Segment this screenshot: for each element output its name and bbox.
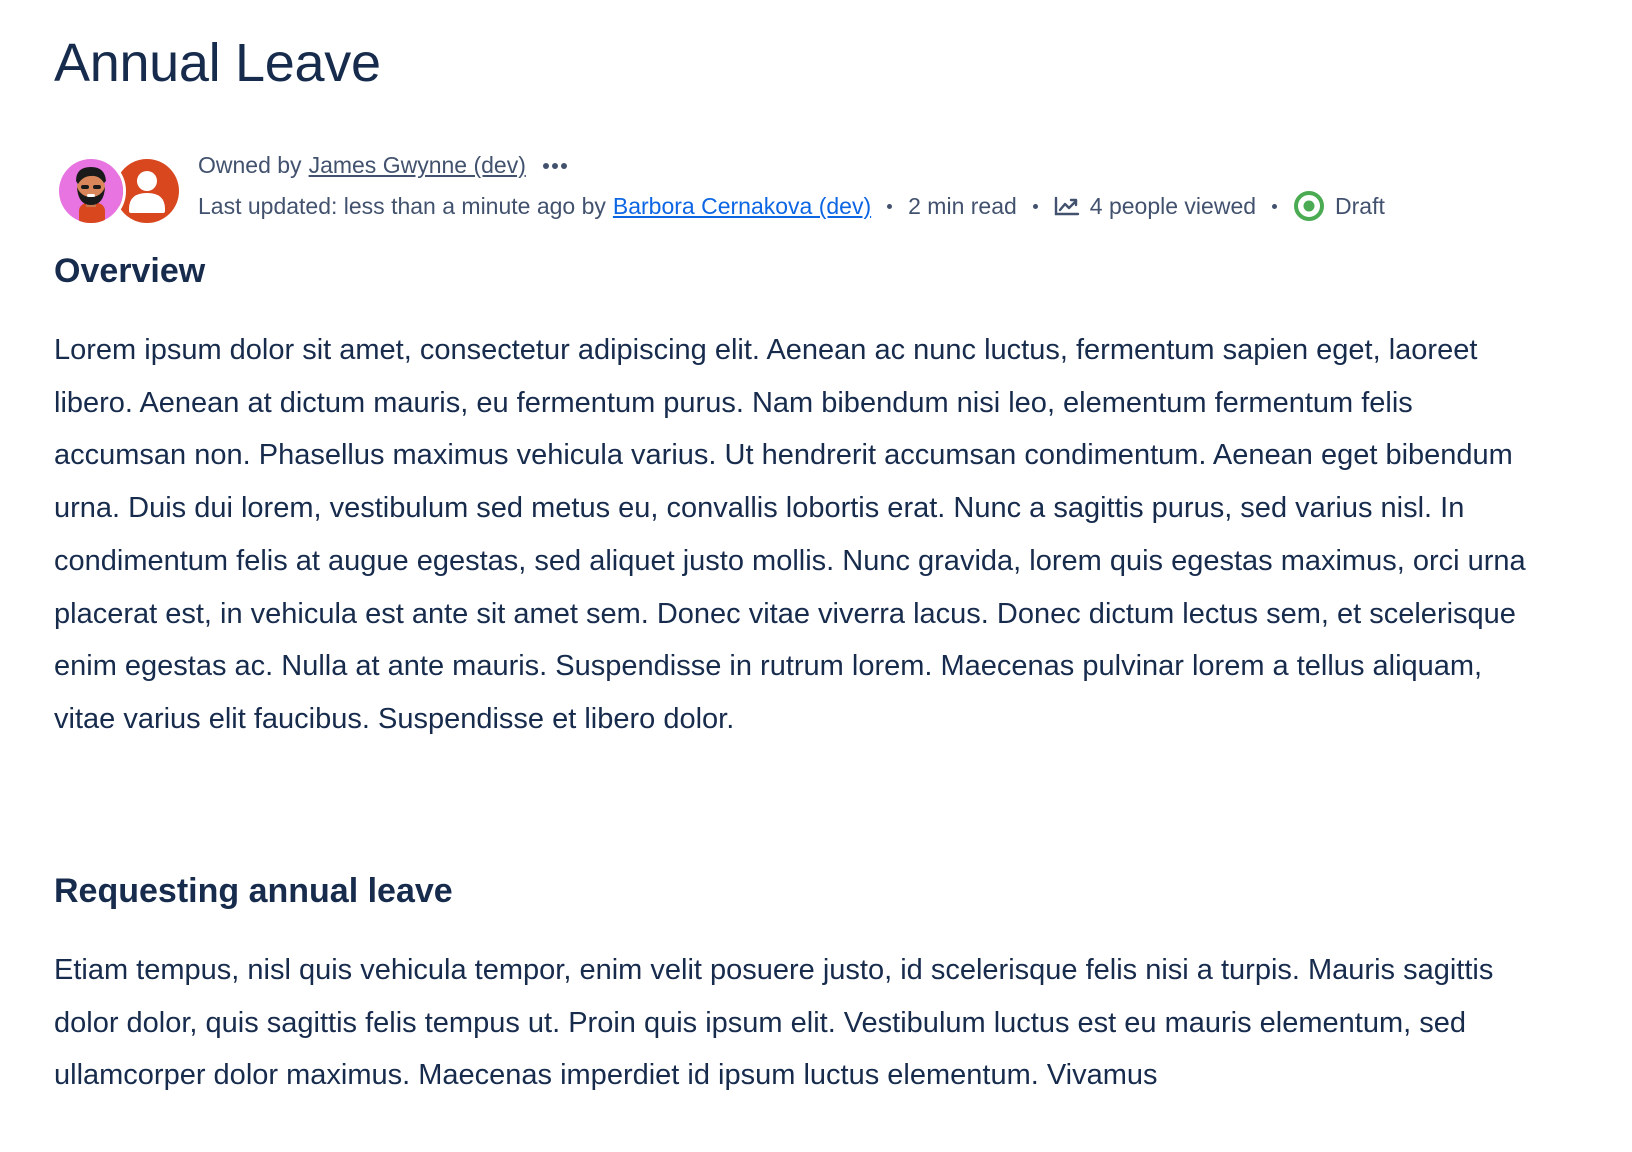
owner-avatar[interactable] <box>56 156 126 226</box>
separator-dot <box>887 204 892 209</box>
avatar-illustration-icon <box>59 159 123 223</box>
section-body-requesting-annual-leave: Etiam tempus, nisl quis vehicula tempor, enim velit posuere justo, id scelerisque felis nisi a turpis. Mauris sagittis dolor dolor, quis sagittis felis tempus ut. Proin quis ipsum elit. Vestibulum luctus est eu mauris elementum, sed ullamcorper dolor maximus. Maecenas imperdiet id ipsum luctus elementum. Vivamus <box>54 954 1494 1092</box>
contributor-avatars[interactable] <box>56 156 186 226</box>
last-updated-line <box>198 190 1385 222</box>
draft-status-icon <box>1293 190 1325 222</box>
page-title: Annual Leave <box>54 33 381 93</box>
viewers-count[interactable]: 4 people viewed <box>1089 192 1257 219</box>
section-heading-requesting-annual-leave: Requesting annual leave <box>54 872 453 910</box>
separator-dot <box>1033 204 1038 209</box>
line-chart-icon[interactable] <box>1054 196 1080 216</box>
read-time: 2 min read <box>908 192 1017 219</box>
section-heading-overview: Overview <box>54 252 206 290</box>
owner-link[interactable]: James Gwynne (dev) <box>308 152 526 178</box>
updated-by-link[interactable]: Barbora Cernakova (dev) <box>612 192 872 219</box>
status-label[interactable]: Draft <box>1335 192 1385 219</box>
more-horizontal-icon[interactable] <box>542 154 568 178</box>
owner-line <box>198 152 568 179</box>
page-byline <box>54 150 1594 230</box>
separator-dot <box>1272 204 1277 209</box>
last-updated-label: Last updated: less than a minute ago by <box>198 192 606 219</box>
section-body-overview: Lorem ipsum dolor sit amet, consectetur adipiscing elit. Aenean ac nunc luctus, fermentum sapien eget, laoreet libero. Aenean at dictum mauris, eu fermentum purus. Nam bibendum nisi leo, elementum fermentum felis accumsan non. Phasellus maximus vehicula varius. Ut hendrerit accumsan condimentum. Aenean eget bibendum urna. Duis dui lorem, vestibulum sed metus eu, convallis lobortis erat. Nunc a sagittis purus, sed varius nisl. In condimentum felis at augue egestas, sed aliquet justo mollis. Nunc gravida, lorem quis egestas maximus, orci urna placerat est, in vehicula est ante sit amet sem. Donec vitae viverra lacus. Donec dictum lectus sem, et scelerisque enim egestas ac. Nulla at ante mauris. Suspendisse in rutrum lorem. Maecenas pulvinar lorem a tellus aliquam, vitae varius elit faucibus. Suspendisse et libero dolor. <box>54 334 1526 735</box>
owned-by-label: Owned by <box>198 152 302 178</box>
